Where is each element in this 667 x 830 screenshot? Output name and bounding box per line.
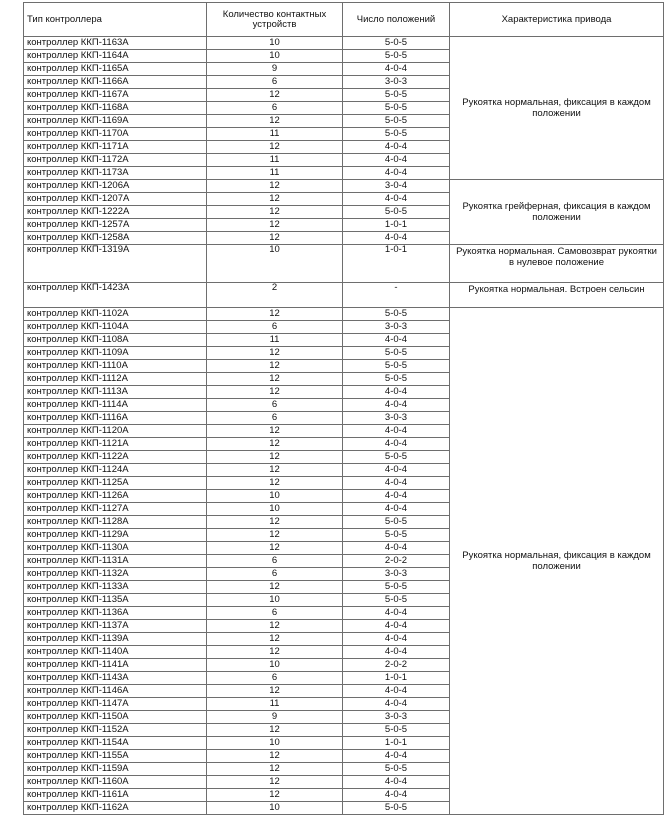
cell-drive: Рукоятка грейферная, фиксация в каждом положении	[450, 180, 664, 245]
table-row	[24, 180, 664, 193]
cell-drive: Рукоятка нормальная, фиксация в каждом положении	[450, 37, 664, 180]
cell-positions: 4-0-4	[343, 477, 450, 490]
cell-count: 6	[207, 76, 343, 89]
cell-positions: 5-0-5	[343, 451, 450, 464]
cell-type: контроллер ККП-1163А	[24, 37, 207, 50]
cell-positions: 5-0-5	[343, 102, 450, 115]
cell-positions: 4-0-4	[343, 167, 450, 180]
cell-positions: 4-0-4	[343, 141, 450, 154]
cell-type: контроллер ККП-1130А	[24, 542, 207, 555]
cell-count: 9	[207, 711, 343, 724]
cell-count: 12	[207, 425, 343, 438]
cell-type: контроллер ККП-1136А	[24, 607, 207, 620]
cell-count: 12	[207, 180, 343, 193]
cell-positions: 4-0-4	[343, 334, 450, 347]
cell-positions: 4-0-4	[343, 685, 450, 698]
cell-count: 12	[207, 646, 343, 659]
cell-type: контроллер ККП-1112А	[24, 373, 207, 386]
cell-positions: 3-0-3	[343, 76, 450, 89]
cell-count: 12	[207, 308, 343, 321]
cell-positions: 2-0-2	[343, 555, 450, 568]
cell-type: контроллер ККП-1104А	[24, 321, 207, 334]
cell-count: 11	[207, 334, 343, 347]
header-count: Количество контактных устройств	[207, 3, 343, 37]
cell-type: контроллер ККП-1120А	[24, 425, 207, 438]
controllers-table	[23, 2, 664, 815]
cell-type: контроллер ККП-1166А	[24, 76, 207, 89]
cell-count: 12	[207, 685, 343, 698]
cell-positions: 5-0-5	[343, 308, 450, 321]
cell-count: 12	[207, 724, 343, 737]
cell-type: контроллер ККП-1140А	[24, 646, 207, 659]
cell-type: контроллер ККП-1126А	[24, 490, 207, 503]
cell-count: 10	[207, 37, 343, 50]
cell-type: контроллер ККП-1161А	[24, 789, 207, 802]
cell-count: 10	[207, 737, 343, 750]
cell-positions: 5-0-5	[343, 128, 450, 141]
cell-type: контроллер ККП-1150А	[24, 711, 207, 724]
cell-positions: 5-0-5	[343, 206, 450, 219]
cell-count: 11	[207, 128, 343, 141]
table-row	[24, 245, 664, 283]
cell-positions: 3-0-3	[343, 568, 450, 581]
cell-count: 12	[207, 464, 343, 477]
cell-type: контроллер ККП-1146А	[24, 685, 207, 698]
cell-type: контроллер ККП-1124А	[24, 464, 207, 477]
cell-positions: 4-0-4	[343, 193, 450, 206]
cell-type: контроллер ККП-1171А	[24, 141, 207, 154]
cell-type: контроллер ККП-1143А	[24, 672, 207, 685]
cell-positions: 4-0-4	[343, 646, 450, 659]
cell-positions: 5-0-5	[343, 360, 450, 373]
cell-positions: 4-0-4	[343, 542, 450, 555]
cell-count: 11	[207, 167, 343, 180]
cell-positions: 4-0-4	[343, 503, 450, 516]
cell-type: контроллер ККП-1167А	[24, 89, 207, 102]
cell-type: контроллер ККП-1154А	[24, 737, 207, 750]
table-row	[24, 308, 664, 321]
cell-type: контроллер ККП-1165А	[24, 63, 207, 76]
cell-positions: -	[343, 283, 450, 308]
cell-positions: 4-0-4	[343, 607, 450, 620]
cell-positions: 1-0-1	[343, 219, 450, 232]
cell-count: 6	[207, 102, 343, 115]
cell-type: контроллер ККП-1164А	[24, 50, 207, 63]
cell-positions: 4-0-4	[343, 490, 450, 503]
cell-count: 12	[207, 115, 343, 128]
cell-count: 12	[207, 477, 343, 490]
cell-positions: 5-0-5	[343, 802, 450, 815]
cell-type: контроллер ККП-1222А	[24, 206, 207, 219]
cell-type: контроллер ККП-1319А	[24, 245, 207, 283]
cell-count: 10	[207, 594, 343, 607]
cell-drive: Рукоятка нормальная. Встроен сельсин	[450, 283, 664, 308]
cell-type: контроллер ККП-1155А	[24, 750, 207, 763]
cell-type: контроллер ККП-1207А	[24, 193, 207, 206]
cell-type: контроллер ККП-1108А	[24, 334, 207, 347]
cell-positions: 3-0-3	[343, 321, 450, 334]
cell-positions: 5-0-5	[343, 724, 450, 737]
cell-count: 10	[207, 50, 343, 63]
cell-positions: 4-0-4	[343, 750, 450, 763]
cell-count: 12	[207, 386, 343, 399]
cell-type: контроллер ККП-1152А	[24, 724, 207, 737]
cell-positions: 5-0-5	[343, 89, 450, 102]
cell-count: 12	[207, 89, 343, 102]
cell-count: 9	[207, 63, 343, 76]
cell-type: контроллер ККП-1258А	[24, 232, 207, 245]
cell-count: 12	[207, 373, 343, 386]
cell-count: 12	[207, 620, 343, 633]
cell-type: контроллер ККП-1160А	[24, 776, 207, 789]
cell-count: 6	[207, 555, 343, 568]
cell-positions: 4-0-4	[343, 154, 450, 167]
cell-count: 10	[207, 802, 343, 815]
cell-count: 12	[207, 633, 343, 646]
cell-count: 12	[207, 581, 343, 594]
cell-count: 6	[207, 672, 343, 685]
cell-type: контроллер ККП-1172А	[24, 154, 207, 167]
cell-count: 11	[207, 698, 343, 711]
cell-positions: 3-0-4	[343, 180, 450, 193]
cell-type: контроллер ККП-1257А	[24, 219, 207, 232]
cell-type: контроллер ККП-1121А	[24, 438, 207, 451]
cell-count: 12	[207, 193, 343, 206]
cell-positions: 4-0-4	[343, 232, 450, 245]
cell-positions: 3-0-3	[343, 711, 450, 724]
cell-type: контроллер ККП-1139А	[24, 633, 207, 646]
cell-positions: 4-0-4	[343, 63, 450, 76]
cell-count: 12	[207, 776, 343, 789]
cell-positions: 4-0-4	[343, 438, 450, 451]
cell-positions: 5-0-5	[343, 50, 450, 63]
cell-positions: 5-0-5	[343, 373, 450, 386]
cell-type: контроллер ККП-1102А	[24, 308, 207, 321]
cell-drive: Рукоятка нормальная. Самовозврат рукоятки в нулевое положение	[450, 245, 664, 283]
header-type: Тип контроллера	[24, 3, 207, 37]
cell-type: контроллер ККП-1173А	[24, 167, 207, 180]
cell-type: контроллер ККП-1127А	[24, 503, 207, 516]
table-row	[24, 283, 664, 308]
cell-type: контроллер ККП-1206А	[24, 180, 207, 193]
cell-count: 6	[207, 412, 343, 425]
cell-positions: 4-0-4	[343, 776, 450, 789]
cell-type: контроллер ККП-1162А	[24, 802, 207, 815]
cell-positions: 4-0-4	[343, 698, 450, 711]
cell-positions: 2-0-2	[343, 659, 450, 672]
cell-type: контроллер ККП-1110А	[24, 360, 207, 373]
cell-positions: 1-0-1	[343, 737, 450, 750]
table-row	[24, 37, 664, 50]
cell-type: контроллер ККП-1147А	[24, 698, 207, 711]
cell-type: контроллер ККП-1129А	[24, 529, 207, 542]
cell-positions: 5-0-5	[343, 763, 450, 776]
cell-count: 10	[207, 490, 343, 503]
cell-count: 12	[207, 789, 343, 802]
cell-count: 6	[207, 607, 343, 620]
cell-count: 12	[207, 206, 343, 219]
cell-type: контроллер ККП-1137А	[24, 620, 207, 633]
cell-count: 12	[207, 232, 343, 245]
header-drive: Характеристика привода	[450, 3, 664, 37]
cell-positions: 4-0-4	[343, 425, 450, 438]
cell-count: 6	[207, 568, 343, 581]
cell-positions: 4-0-4	[343, 399, 450, 412]
header-positions: Число положений	[343, 3, 450, 37]
cell-count: 10	[207, 503, 343, 516]
cell-count: 10	[207, 245, 343, 283]
cell-count: 12	[207, 360, 343, 373]
cell-positions: 5-0-5	[343, 115, 450, 128]
cell-count: 6	[207, 399, 343, 412]
cell-positions: 4-0-4	[343, 633, 450, 646]
cell-positions: 4-0-4	[343, 464, 450, 477]
cell-type: контроллер ККП-1135А	[24, 594, 207, 607]
cell-type: контроллер ККП-1131А	[24, 555, 207, 568]
cell-count: 12	[207, 219, 343, 232]
cell-positions: 4-0-4	[343, 620, 450, 633]
cell-type: контроллер ККП-1141А	[24, 659, 207, 672]
cell-count: 2	[207, 283, 343, 308]
cell-type: контроллер ККП-1128А	[24, 516, 207, 529]
cell-positions: 5-0-5	[343, 594, 450, 607]
cell-count: 11	[207, 154, 343, 167]
cell-type: контроллер ККП-1169А	[24, 115, 207, 128]
cell-type: контроллер ККП-1133А	[24, 581, 207, 594]
cell-count: 12	[207, 529, 343, 542]
cell-type: контроллер ККП-1122А	[24, 451, 207, 464]
cell-positions: 4-0-4	[343, 789, 450, 802]
cell-count: 12	[207, 451, 343, 464]
cell-positions: 4-0-4	[343, 386, 450, 399]
cell-positions: 5-0-5	[343, 37, 450, 50]
cell-count: 10	[207, 659, 343, 672]
cell-positions: 1-0-1	[343, 245, 450, 283]
cell-type: контроллер ККП-1109А	[24, 347, 207, 360]
cell-type: контроллер ККП-1116А	[24, 412, 207, 425]
cell-count: 12	[207, 516, 343, 529]
cell-count: 12	[207, 347, 343, 360]
cell-count: 6	[207, 321, 343, 334]
cell-type: контроллер ККП-1125А	[24, 477, 207, 490]
cell-count: 12	[207, 438, 343, 451]
cell-type: контроллер ККП-1423А	[24, 283, 207, 308]
cell-type: контроллер ККП-1168А	[24, 102, 207, 115]
cell-count: 12	[207, 141, 343, 154]
cell-type: контроллер ККП-1114А	[24, 399, 207, 412]
table-body	[24, 37, 664, 815]
cell-type: контроллер ККП-1113А	[24, 386, 207, 399]
cell-positions: 3-0-3	[343, 412, 450, 425]
cell-count: 12	[207, 763, 343, 776]
header-row	[24, 3, 664, 37]
cell-positions: 5-0-5	[343, 529, 450, 542]
cell-count: 12	[207, 750, 343, 763]
cell-positions: 5-0-5	[343, 581, 450, 594]
cell-drive: Рукоятка нормальная, фиксация в каждом положении	[450, 308, 664, 815]
cell-type: контроллер ККП-1170А	[24, 128, 207, 141]
cell-type: контроллер ККП-1132А	[24, 568, 207, 581]
cell-positions: 5-0-5	[343, 347, 450, 360]
cell-count: 12	[207, 542, 343, 555]
cell-type: контроллер ККП-1159А	[24, 763, 207, 776]
cell-positions: 5-0-5	[343, 516, 450, 529]
cell-positions: 1-0-1	[343, 672, 450, 685]
